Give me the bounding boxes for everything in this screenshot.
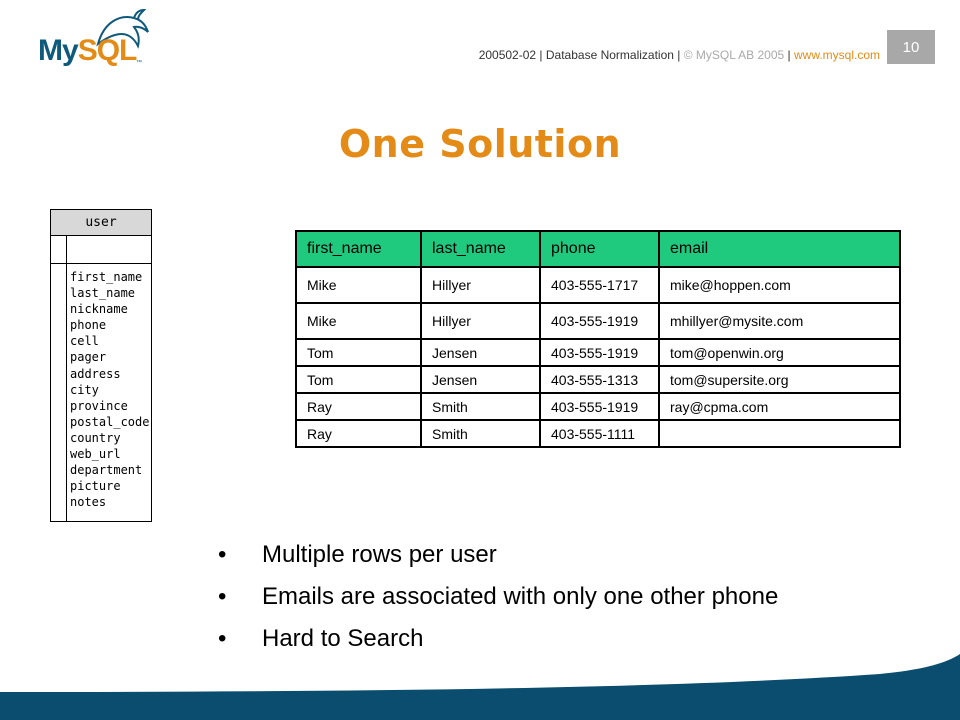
separator: | <box>536 48 546 62</box>
logo-wordmark: MySQL <box>38 34 137 67</box>
entity-field: pager <box>70 350 107 365</box>
bullet-item <box>218 534 778 576</box>
copyright: © MySQL AB 2005 <box>683 48 785 62</box>
table-cell: 403-555-1919 <box>540 339 659 366</box>
table-cell: Hillyer <box>421 303 540 339</box>
column-header: email <box>659 231 900 267</box>
table-cell: 403-555-1313 <box>540 366 659 393</box>
table-cell: mhillyer@mysite.com <box>659 303 900 339</box>
bullet-icon: • <box>218 541 227 568</box>
table-cell: Ray <box>296 420 421 447</box>
entity-field: postal_code <box>70 414 150 429</box>
entity-field: phone <box>70 318 107 333</box>
table-cell: tom@supersite.org <box>659 366 900 393</box>
table-cell: 403-555-1919 <box>540 303 659 339</box>
doc-id: 200502-02 <box>478 48 537 62</box>
table-cell: mike@hoppen.com <box>659 267 900 303</box>
entity-field: cell <box>70 334 99 349</box>
bullet-icon: • <box>218 583 227 610</box>
table-row <box>296 393 900 420</box>
table-row <box>296 303 900 339</box>
column-header: first_name <box>296 231 421 267</box>
doc-title: Database Normalization <box>545 48 674 62</box>
table-cell: Mike <box>296 303 421 339</box>
logo-trademark: ™ <box>136 60 142 66</box>
header-info <box>479 48 880 62</box>
table-cell: Smith <box>421 420 540 447</box>
table-cell: 403-555-1919 <box>540 393 659 420</box>
table-cell: 403-555-1111 <box>540 420 659 447</box>
entity-field: address <box>70 366 121 381</box>
slide-title: One Solution <box>338 122 622 166</box>
mysql-logo <box>32 8 152 74</box>
entity-field: first_name <box>70 270 143 284</box>
page-number: 10 <box>887 30 935 64</box>
table-cell: Smith <box>421 393 540 420</box>
user-data-table <box>295 230 901 448</box>
table-cell: tom@openwin.org <box>659 339 900 366</box>
user-entity-box <box>50 209 152 522</box>
entity-field: department <box>70 463 143 478</box>
entity-field: province <box>70 398 128 413</box>
entity-field: last_name <box>70 286 136 301</box>
entity-key-row <box>51 236 151 264</box>
table-row <box>296 339 900 366</box>
table-cell: ray@cpma.com <box>659 393 900 420</box>
entity-fields-section <box>51 264 151 521</box>
entity-field: picture <box>70 479 121 494</box>
table-cell: Tom <box>296 366 421 393</box>
table-cell: Jensen <box>421 339 540 366</box>
entity-field: country <box>70 430 121 445</box>
table-cell <box>659 420 900 447</box>
table-cell: 403-555-1717 <box>540 267 659 303</box>
bullet-text: Hard to Search <box>262 625 424 652</box>
table-cell: Tom <box>296 339 421 366</box>
bullet-item <box>218 576 778 618</box>
footer-wave <box>0 640 960 720</box>
bullet-icon: • <box>218 625 227 652</box>
entity-field: nickname <box>70 302 128 317</box>
entity-field: notes <box>70 495 107 510</box>
table-row <box>296 267 900 303</box>
table-cell: Jensen <box>421 366 540 393</box>
table-row <box>296 420 900 447</box>
entity-name: user <box>51 210 151 236</box>
table-row <box>296 366 900 393</box>
entity-field-list <box>70 269 149 510</box>
bullet-text: Emails are associated with only one other phone <box>262 583 779 610</box>
table-header-row <box>296 231 900 267</box>
table-cell: Hillyer <box>421 267 540 303</box>
separator: | <box>784 48 794 62</box>
entity-field: web_url <box>70 447 121 462</box>
column-header: phone <box>540 231 659 267</box>
table-cell: Mike <box>296 267 421 303</box>
bullet-text: Multiple rows per user <box>262 541 497 568</box>
website-link[interactable]: www.mysql.com <box>793 48 880 62</box>
column-header: last_name <box>421 231 540 267</box>
table-cell: Ray <box>296 393 421 420</box>
separator: | <box>673 48 684 62</box>
entity-field: city <box>70 382 99 397</box>
